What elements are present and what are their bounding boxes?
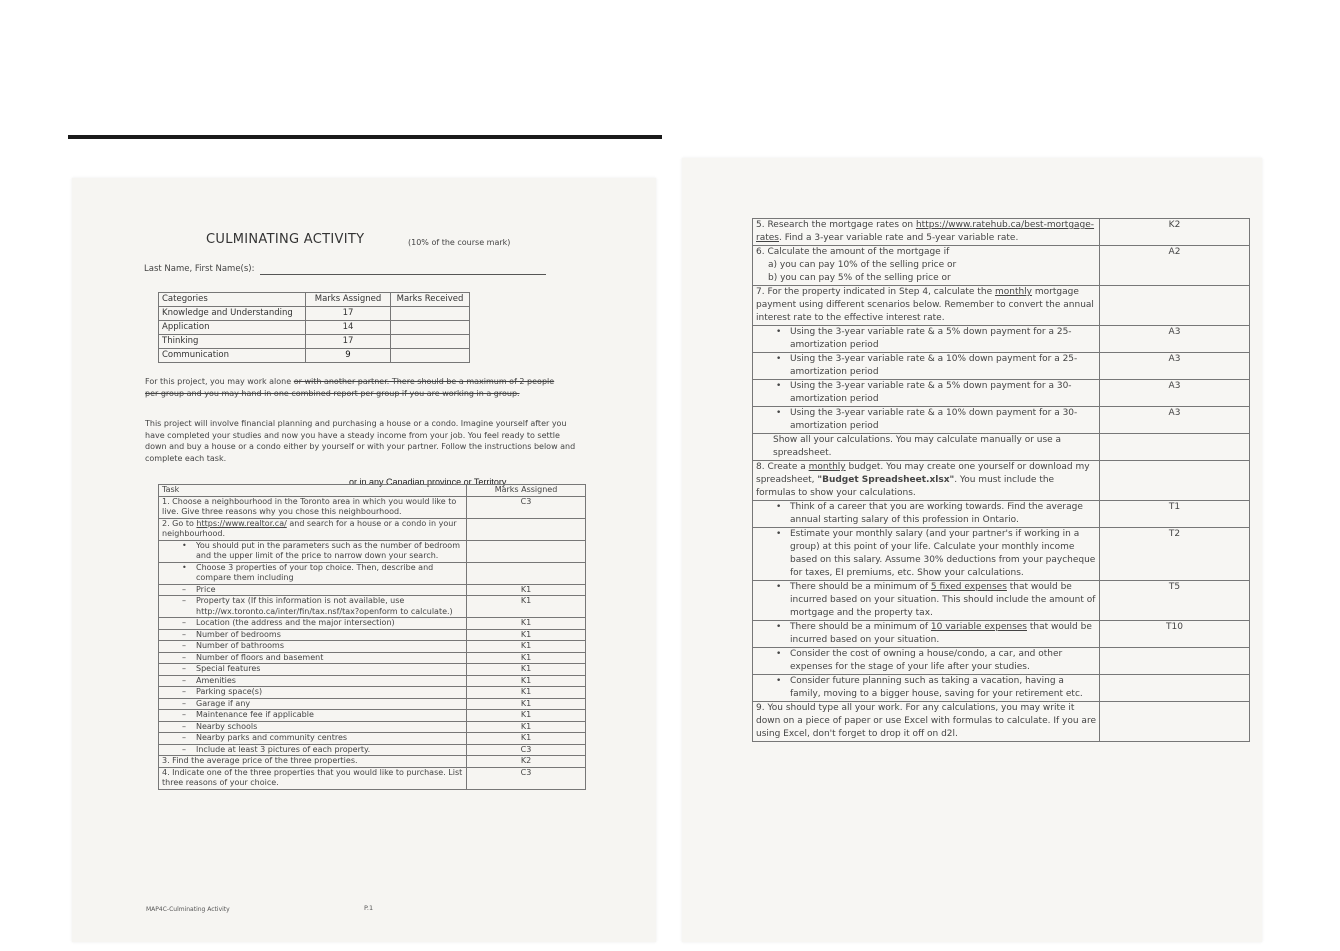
task-mark: K2 — [1100, 219, 1250, 246]
fixed-expenses-bullet — [753, 581, 1100, 621]
realtor-link[interactable]: https://www.realtor.ca/ — [196, 518, 287, 528]
name-field-line — [260, 274, 546, 275]
table-row — [753, 246, 1250, 286]
task-item — [159, 721, 467, 733]
table-row — [159, 721, 586, 733]
table-row — [159, 496, 586, 518]
task-1: 1. Choose a neighbourhood in the Toronto area in which you would like to live. Give three reasons why you chose this neighbourhood. — [159, 496, 467, 518]
category-received — [391, 349, 470, 363]
bullet-text: • Consider the cost of owning a house/condo, a car, and other expenses for the stage of your life after your studies. — [790, 649, 1062, 672]
sub-item-text: – Maintenance fee if applicable — [196, 710, 314, 719]
table-row — [753, 501, 1250, 528]
table-row — [159, 335, 470, 349]
sub-item-text: – Nearby schools — [196, 722, 257, 731]
task-item — [753, 326, 1100, 353]
task-mark: C3 — [467, 496, 586, 518]
category-marks: 17 — [306, 307, 391, 321]
task-8-bullets — [753, 501, 1250, 581]
task-8-text-mid: budget. You may create one yourself or download my spreadsheet, — [756, 462, 1090, 485]
table-row — [159, 293, 470, 307]
sub-item-text: – Price — [196, 585, 216, 594]
future-planning-bullet — [753, 675, 1100, 702]
task-7-text: 7. For the property indicated in Step 4, calculate the — [756, 287, 995, 297]
task-7-bullets — [753, 326, 1250, 434]
task-mark: T5 — [1100, 581, 1250, 621]
task-8-text: 8. Create a — [756, 462, 809, 472]
table-row — [159, 733, 586, 745]
ownership-cost-bullet — [753, 648, 1100, 675]
table-row — [753, 702, 1250, 742]
task-2-items — [159, 584, 586, 756]
task-6-text: 6. Calculate the amount of the mortgage if — [756, 247, 950, 257]
sub-item-text: – Number of bathrooms — [196, 641, 284, 650]
table-row — [753, 528, 1250, 581]
task-mark — [1100, 675, 1250, 702]
task-mark: C3 — [467, 767, 586, 789]
task-item — [159, 698, 467, 710]
bullet-text — [790, 582, 1095, 618]
task-mark: A3 — [1100, 380, 1250, 407]
table-row — [753, 621, 1250, 648]
task-4: 4. Indicate one of the three properties that you would like to purchase. List three reasons of your choice. — [159, 767, 467, 789]
fixed-expenses-underlined: 5 fixed expenses — [930, 582, 1007, 592]
table-row — [159, 629, 586, 641]
document-page-2 — [682, 158, 1262, 942]
task-mark: A3 — [1100, 353, 1250, 380]
handwritten-note: or in any Canadian province or Territory — [349, 477, 507, 487]
task-mark: C3 — [467, 744, 586, 756]
category-name: Thinking — [159, 335, 306, 349]
marks-header: Marks Assigned — [467, 485, 586, 497]
task-mark: K1 — [467, 733, 586, 745]
category-marks: 14 — [306, 321, 391, 335]
task-mark: K1 — [467, 664, 586, 676]
table-row — [159, 641, 586, 653]
name-label: Last Name, First Name(s): — [144, 264, 255, 274]
task-mark — [1100, 461, 1250, 501]
category-received — [391, 321, 470, 335]
task-mark: A2 — [1100, 246, 1250, 286]
task-item — [159, 733, 467, 745]
task-6-option-a: a) you can pay 10% of the selling price or — [768, 260, 957, 270]
task-7 — [753, 286, 1100, 326]
table-row — [753, 461, 1250, 501]
task-mark: A3 — [1100, 326, 1250, 353]
task-item — [753, 407, 1100, 434]
sub-item-text: – Location (the address and the major intersection) — [196, 618, 395, 627]
task-2-text: 2. Go to — [162, 518, 197, 528]
table-row — [159, 485, 586, 497]
categories-table — [158, 292, 470, 363]
sub-item-text: – Property tax (If this information is not available, use http://wx.toronto.ca/inter/fin/tax.nsf/tax?openform to calculate.) — [196, 596, 453, 616]
task-item — [753, 501, 1100, 528]
task-item — [159, 675, 467, 687]
task-item — [159, 618, 467, 630]
task-mark: K1 — [467, 596, 586, 618]
table-row — [159, 618, 586, 630]
task-item — [159, 687, 467, 699]
task-7-show-work: Show all your calculations. You may calculate manually or use a spreadsheet. — [753, 434, 1100, 461]
spreadsheet-filename: "Budget Spreadsheet.xlsx" — [817, 475, 955, 485]
category-received — [391, 307, 470, 321]
bullet-text: • Using the 3-year variable rate & a 5% down payment for a 30-amortization period — [790, 381, 1072, 404]
task-6 — [753, 246, 1100, 286]
task-header: Task — [159, 485, 467, 497]
task-5-text-end: . Find a 3-year variable rate and 5-year variable rate. — [778, 233, 1019, 243]
task-2-bullet — [159, 540, 467, 562]
task-mark: K1 — [467, 618, 586, 630]
category-marks: 17 — [306, 335, 391, 349]
task-item — [753, 353, 1100, 380]
project-note-struck: or with another partner. There should be a maximum of 2 people per group and you may hand in one combined report per group if you are working in a group. — [145, 377, 555, 398]
task-mark: T10 — [1100, 621, 1250, 648]
table-row — [159, 518, 586, 540]
table-row — [753, 581, 1250, 621]
task-item — [159, 652, 467, 664]
task-mark: K1 — [467, 698, 586, 710]
table-row — [159, 710, 586, 722]
sub-item-text: – Nearby parks and community centres — [196, 733, 347, 742]
task-item — [159, 584, 467, 596]
bullet-text — [790, 622, 1092, 645]
table-row — [159, 664, 586, 676]
sub-item-text: – Number of floors and basement — [196, 653, 323, 662]
task-mark: T2 — [1100, 528, 1250, 581]
table-row — [159, 744, 586, 756]
table-row — [753, 219, 1250, 246]
table-row — [753, 434, 1250, 461]
table-row — [753, 380, 1250, 407]
sub-item-text: – Special features — [196, 664, 260, 673]
task-2 — [159, 518, 467, 540]
task-mark: K1 — [467, 687, 586, 699]
variable-expenses-text-end: that would be incurred based on your situation. — [790, 622, 1092, 645]
sub-item-text: – Garage if any — [196, 699, 250, 708]
task-item — [159, 744, 467, 756]
category-name: Knowledge and Understanding — [159, 307, 306, 321]
document-page-1 — [72, 178, 656, 942]
fixed-expenses-text-end: that would be incurred based on your situation. This should include the amount of mortgage and the property tax. — [790, 582, 1096, 618]
task-2-text-end: and search for a house or a condo in your neighbourhood. — [162, 518, 457, 538]
task-5-text: 5. Research the mortgage rates on — [756, 220, 916, 230]
task-9: 9. You should type all your work. For any calculations, you may write it down on a piece of paper or use Excel with formulas to calculate. If you are using Excel, don't forget to drop it off on d2l. — [753, 702, 1100, 742]
task-table-continued — [752, 218, 1250, 742]
task-item — [159, 710, 467, 722]
table-row — [159, 584, 586, 596]
task-mark: K1 — [467, 710, 586, 722]
bullet-text: • Think of a career that you are working towards. Find the average annual starting salary of this profession in Ontario. — [790, 502, 1083, 525]
table-row — [753, 648, 1250, 675]
task-6-option-b: b) you can pay 5% of the selling price or — [768, 273, 951, 283]
task-mark — [1100, 702, 1250, 742]
table-row — [159, 698, 586, 710]
footer-page-number: P.1 — [364, 904, 374, 912]
variable-expenses-underlined: 10 variable expenses — [930, 622, 1027, 632]
sub-item-text: – Amenities — [196, 676, 236, 685]
project-intro: This project will involve financial planning and purchasing a house or a condo. Imagine yourself after you have completed your studies and now you have a steady income from your job. You feel ready to settle down and buy a house or a condo either by yourself or with your partner. Follow the instructions below and complete each task. — [145, 419, 576, 463]
bullet-text: • Using the 3-year variable rate & a 10% down payment for a 25-amortization period — [790, 354, 1077, 377]
table-row — [159, 687, 586, 699]
table-row — [753, 286, 1250, 326]
task-3: 3. Find the average price of the three properties. — [159, 756, 467, 768]
table-row — [159, 675, 586, 687]
table-row — [159, 307, 470, 321]
task-mark: K1 — [467, 641, 586, 653]
bullet-text: • Choose 3 properties of your top choice. Then, describe and compare them including — [196, 563, 433, 583]
table-row — [159, 652, 586, 664]
bullet-text: • Consider future planning such as taking a vacation, having a family, moving to a bigger house, saving for your retirement etc. — [790, 676, 1083, 699]
footer-left: MAP4C-Culminating Activity — [146, 906, 230, 913]
task-mark: K2 — [467, 756, 586, 768]
task-mark: T1 — [1100, 501, 1250, 528]
category-name: Application — [159, 321, 306, 335]
page-title: CULMINATING ACTIVITY — [206, 232, 365, 247]
table-row — [159, 321, 470, 335]
variable-expenses-bullet — [753, 621, 1100, 648]
table-header: Marks Received — [391, 293, 470, 307]
table-header: Marks Assigned — [306, 293, 391, 307]
task-mark: K1 — [467, 629, 586, 641]
task-mark: K1 — [467, 584, 586, 596]
sub-item-text: – Number of bedrooms — [196, 630, 281, 639]
task-item — [753, 528, 1100, 581]
task-item — [159, 629, 467, 641]
table-row — [159, 540, 586, 562]
table-row — [159, 596, 586, 618]
task-8-text-end: . You must include the formulas to show your calculations. — [756, 475, 1055, 498]
top-rule — [68, 135, 662, 139]
task-7-text-end: mortgage payment using different scenarios below. Remember to convert the annual interest rate to the effective interest rate. — [756, 287, 1094, 323]
task-item — [159, 641, 467, 653]
table-row — [753, 407, 1250, 434]
task-mark — [467, 562, 586, 584]
category-name: Communication — [159, 349, 306, 363]
bullet-text: • Using the 3-year variable rate & a 5% down payment for a 25-amortization period — [790, 327, 1072, 350]
bullet-text: • Using the 3-year variable rate & a 10% down payment for a 30-amortization period — [790, 408, 1077, 431]
task-mark — [467, 518, 586, 540]
task-mark: K1 — [467, 721, 586, 733]
task-mark: K1 — [467, 675, 586, 687]
task-item — [159, 664, 467, 676]
task-item — [753, 380, 1100, 407]
task-5 — [753, 219, 1100, 246]
variable-expenses-text: There should be a minimum of — [790, 622, 931, 632]
table-row — [159, 756, 586, 768]
table-row — [159, 562, 586, 584]
task-table — [158, 484, 586, 790]
table-row — [753, 326, 1250, 353]
task-mark — [1100, 648, 1250, 675]
task-mark: K1 — [467, 652, 586, 664]
category-marks: 9 — [306, 349, 391, 363]
ratehub-link[interactable]: https://www.ratehub.ca/best-mortgage-rates — [756, 220, 1095, 243]
task-mark: A3 — [1100, 407, 1250, 434]
task-7-underlined: monthly — [994, 287, 1033, 297]
fixed-expenses-text: There should be a minimum of — [790, 582, 931, 592]
task-8 — [753, 461, 1100, 501]
task-mark — [467, 540, 586, 562]
table-header: Categories — [159, 293, 306, 307]
task-item — [159, 596, 467, 618]
table-row — [753, 353, 1250, 380]
task-8-underlined: monthly — [808, 462, 846, 472]
page-subtitle: (10% of the course mark) — [408, 238, 511, 247]
bullet-text: • Estimate your monthly salary (and your partner's if working in a group) at this point of your life. Calculate your monthly income based on this salary. Assume 30% deductions from your paycheque for taxes, EI premiums, etc. Show your calculations. — [790, 529, 1095, 578]
table-row — [159, 349, 470, 363]
project-note-text: For this project, you may work alone — [145, 377, 294, 386]
category-received — [391, 335, 470, 349]
project-note — [145, 376, 565, 399]
task-mark — [1100, 286, 1250, 326]
sub-item-text: – Parking space(s) — [196, 687, 262, 696]
table-row — [159, 767, 586, 789]
sub-item-text: – Include at least 3 pictures of each property. — [196, 745, 370, 754]
table-row — [753, 675, 1250, 702]
bullet-text: • You should put in the parameters such as the number of bedroom and the upper limit of the price to narrow down your search. — [196, 541, 460, 561]
task-2-bullet — [159, 562, 467, 584]
task-mark — [1100, 434, 1250, 461]
